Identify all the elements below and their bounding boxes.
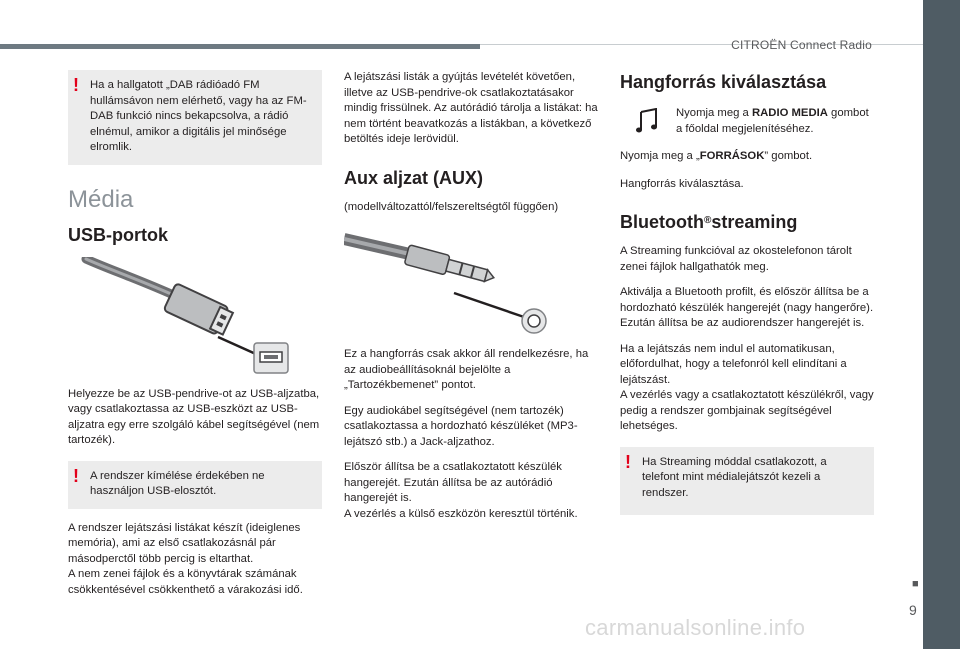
aux-subtitle: (modellváltozattól/felszereltségtől függően) (344, 200, 559, 213)
radio-media-instruction (620, 106, 874, 137)
dab-warning-note (68, 70, 322, 165)
wait-time-paragraph: A nem zenei fájlok és a könyvtárak számának csökkentésével csökkenthető a várakozási idő. (68, 568, 303, 596)
column-2 (344, 70, 600, 522)
usb-hub-note (68, 461, 322, 509)
bt-activate-paragraph: Aktiválja a Bluetooth profilt, és először állítsa be a hordozható készülék hangerejét (nagy hangerőre). (620, 286, 874, 314)
bluetooth-streaming-title: Bluetooth®streaming (620, 212, 798, 232)
watermark: carmanualsonline.info (585, 615, 806, 640)
warning-icon: ! (625, 451, 631, 472)
aux-title: Aux aljzat (AUX) (344, 167, 484, 188)
streaming-note-text: Ha Streaming móddal csatlakozott, a telefont mint médialejátszót kezeli a rendszer. (642, 455, 827, 499)
aux-availability-paragraph: Ez a hangforrás csak akkor áll rendelkezésre, ha az audiobeállításoknál bejelölte a „Tartozékbemenet” pontot. (344, 348, 589, 391)
section-title-media: Média (68, 185, 134, 213)
bt-volume-paragraph: Ezután állítsa be az audiorendszer hangerejét is. (620, 317, 865, 329)
column-1 (68, 70, 322, 598)
source-select-title: Hangforrás kiválasztása (620, 72, 827, 92)
column-3 (620, 70, 874, 515)
sources-instruction: Nyomja meg a „FORRÁSOK” gombot. (620, 150, 813, 162)
aux-illustration (344, 225, 600, 335)
select-source-text: Hangforrás kiválasztása. (620, 177, 744, 190)
continue-mark: ■ (912, 578, 919, 590)
music-note-icon (636, 108, 676, 134)
bt-control-paragraph: A vezérlés vagy a csatlakoztatott készülékről, vagy pedig a rendszer gombjainak segítségével lehetséges. (620, 389, 874, 432)
playlist-paragraph: A rendszer lejátszási listákat készít (ideiglenes memória), ami az első csatlakozásnál pár másodperctől több percig is eltarthat. (68, 521, 301, 565)
usb-illustration (68, 257, 322, 379)
page-edge-tab (923, 0, 960, 649)
jack-plug-icon (344, 225, 600, 335)
usb-paragraph: Helyezze be az USB-pendrive-ot az USB-aljzatba, vagy csatlakoztassa az USB-eszközt az USB-aljzatra egy erre szolgáló kábel segítségével (nem tartozék). (68, 387, 320, 446)
radio-media-text: Nyomja meg a RADIO MEDIA gombot a főoldal megjelenítéséhez. (676, 107, 869, 135)
warning-icon: ! (73, 465, 79, 486)
aux-connect-paragraph: Egy audiokábel segítségével (nem tartozék) csatlakoztassa a hordozható készüléket (MP3-lejátszó stb.) a Jack-aljzathoz. (344, 404, 578, 448)
bt-autoplay-paragraph: Ha a lejátszás nem indul el automatikusan, előfordulhat, hogy a telefonról kell elindítani a lejátszást. (620, 342, 847, 386)
usb-plug-icon (68, 257, 322, 379)
page-number: 9 (909, 602, 917, 618)
header-rule (0, 44, 480, 49)
aux-volume-paragraph: Először állítsa be a csatlakoztatott készülék hangerejét. Ezután állítsa be az autórádió hangerejét is. (344, 461, 562, 504)
playlist-refresh-paragraph: A lejátszási listák a gyújtás levételét követően, illetve az USB-pendrive-ok csatlakoztatásakor mindig frissülnek. Az autórádió tárolja a listákat: ha nem történt beavatkozás a listákban, a következő betöltés ideje lerövidül. (344, 71, 598, 145)
aux-control-paragraph: A vezérlés a külső eszközön keresztül történik. (344, 507, 578, 520)
dab-warning-text: Ha a hallgatott „DAB rádióadó FM hullámsávon nem elérhető, vagy ha az FM-DAB funkció nincs bekapcsolva, a rádió elnémul, amikor a digitális jel minősége elromlik. (90, 79, 307, 153)
usb-hub-note-text: A rendszer kímélése érdekében ne használjon USB-elosztót. (90, 469, 265, 497)
warning-icon: ! (73, 75, 79, 95)
streaming-note (620, 447, 874, 516)
streaming-intro-paragraph: A Streaming funkcióval az okostelefonon tárolt zenei fájlok hallgathatók meg. (620, 245, 852, 273)
usb-title: USB-portok (68, 224, 168, 245)
header-title: CITROËN Connect Radio (731, 38, 872, 52)
